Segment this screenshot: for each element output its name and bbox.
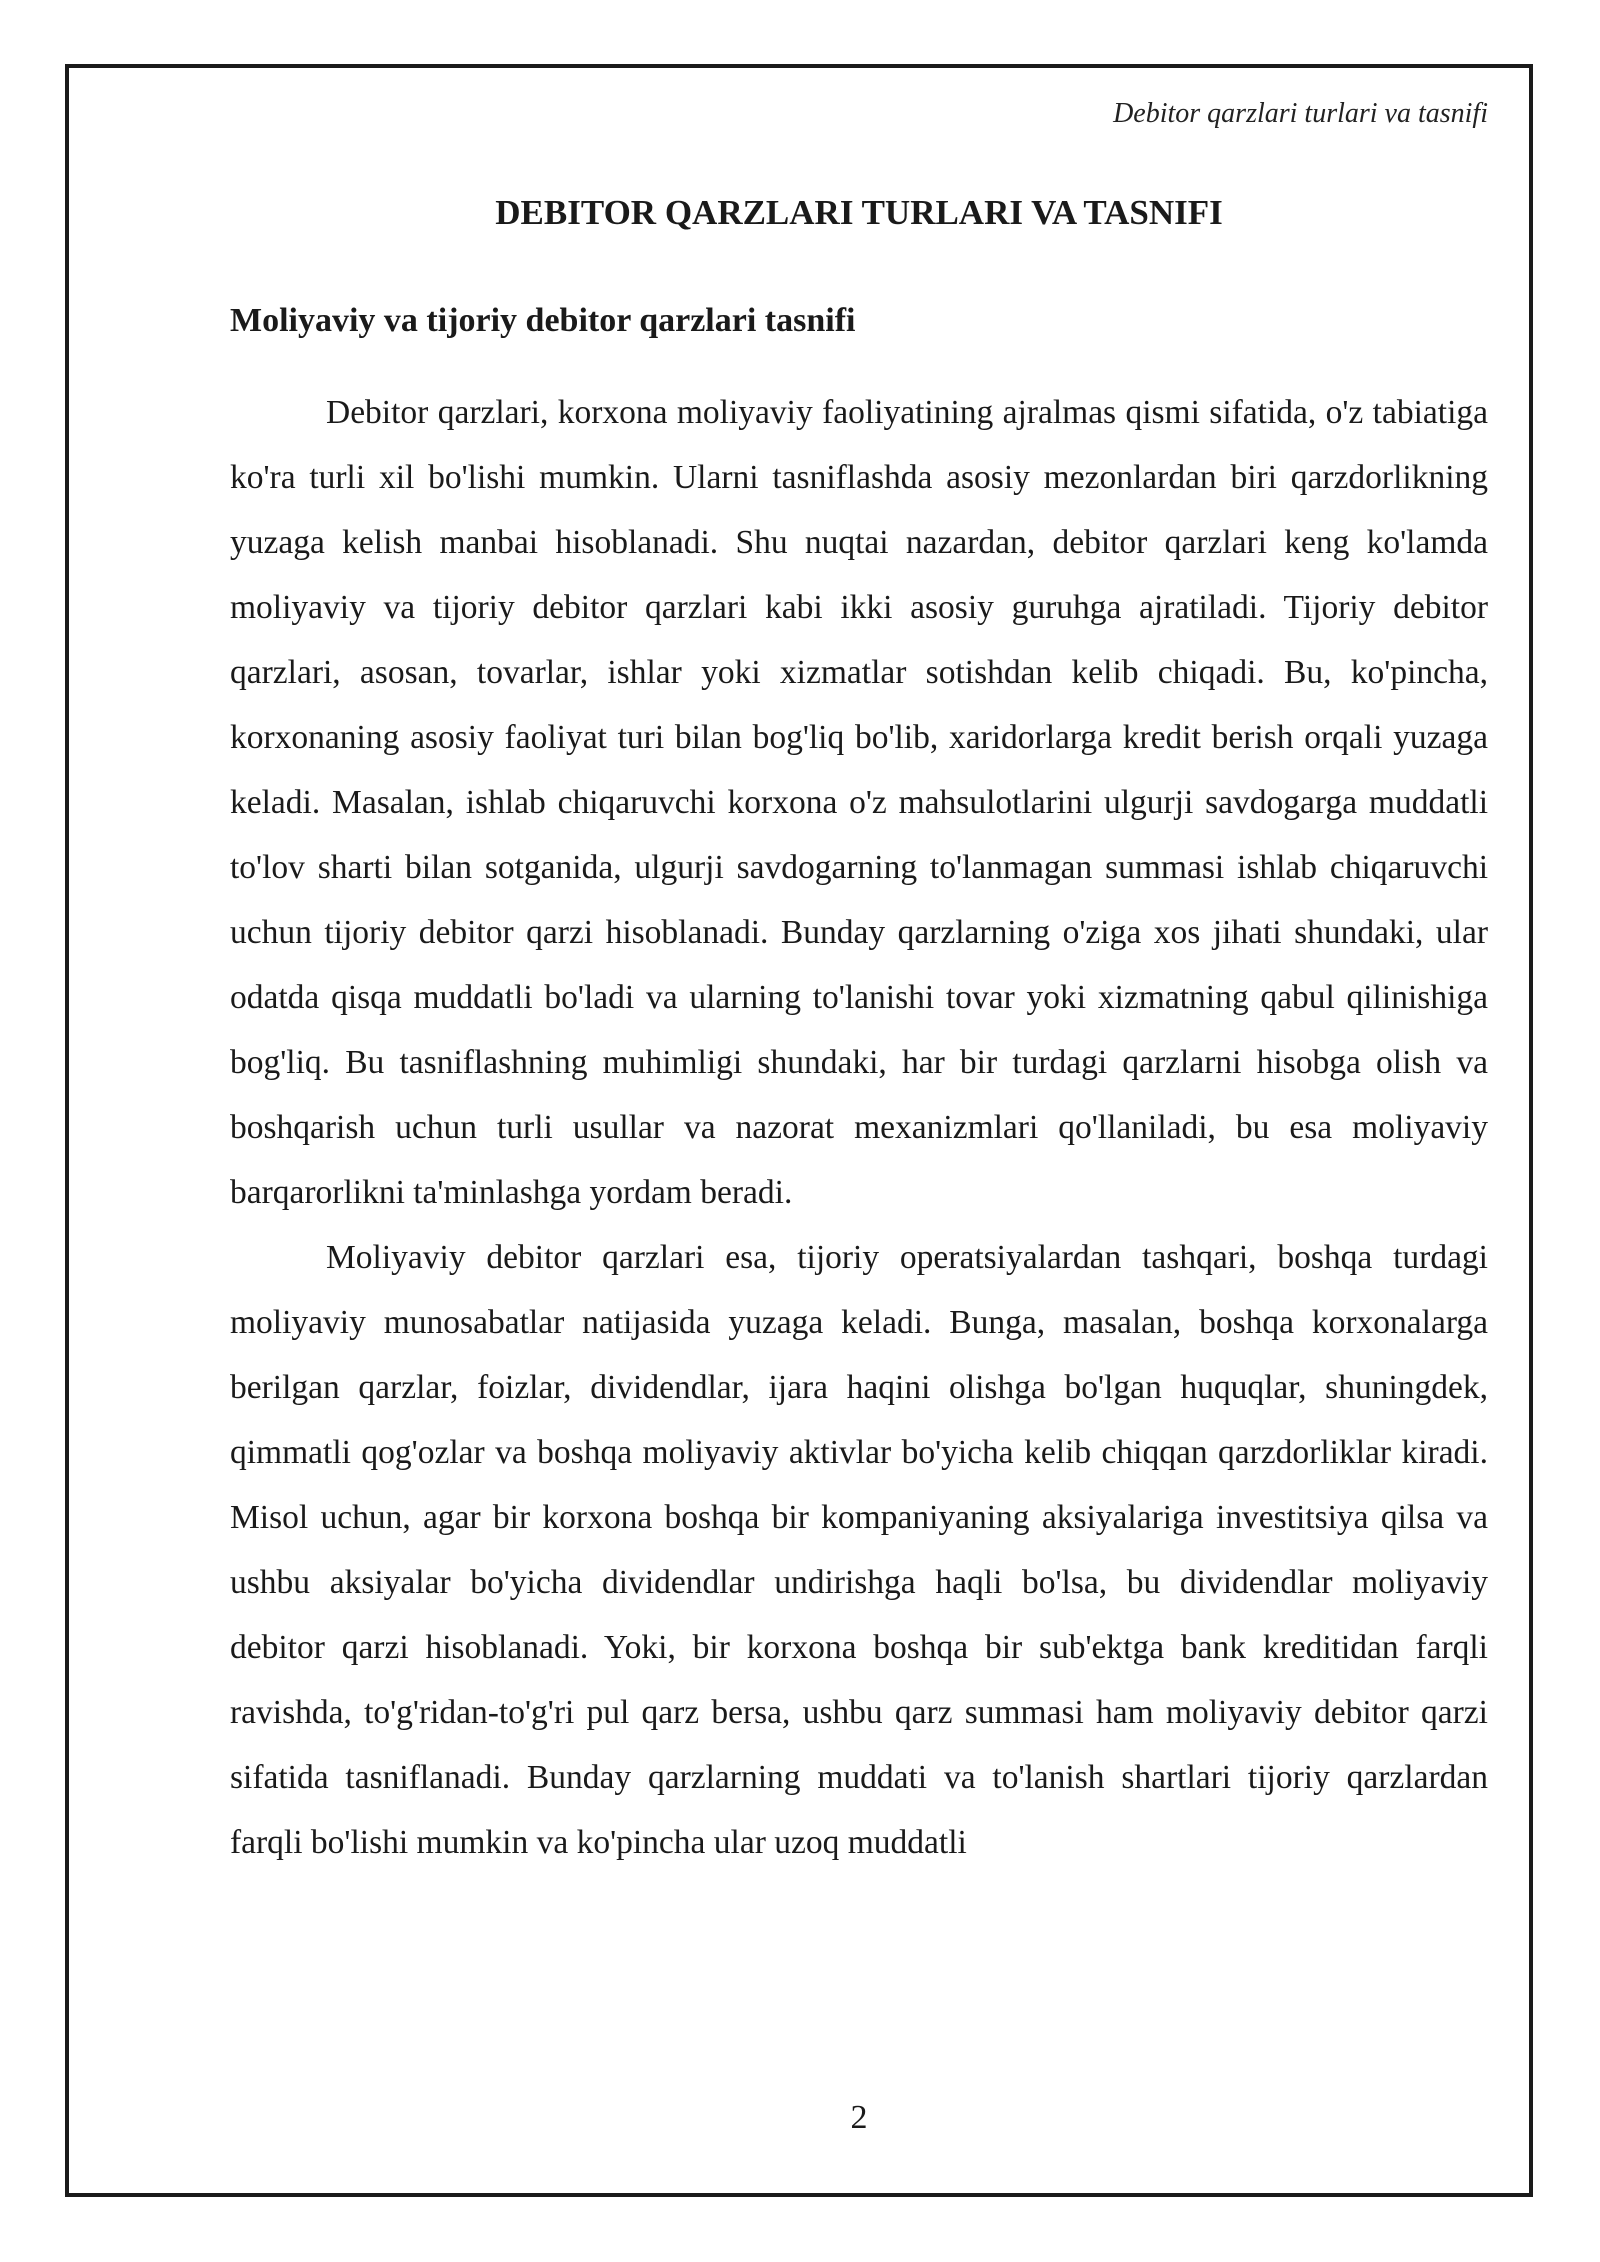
page-number: 2 — [850, 2099, 868, 2136]
paragraph: Debitor qarzlari, korxona moliyaviy faoliyatining ajralmas qismi sifatida, o'z tabiatiga ko'ra turli xil bo'lishi mumkin. Ularni tasniflashda asosiy mezonlardan biri qarzdorlikning yuzaga kelish manbai hisoblanadi. Shu nuqtai nazardan, debitor qarzlari keng ko'lamda moliyaviy va tijoriy debitor qarzlari kabi ikki asosiy guruhga ajratiladi. Tijoriy debitor qarzlari, asosan, tovarlar, ishlar yoki xizmatlar sotishdan kelib chiqadi. Bu, ko'pincha, korxonaning asosiy faoliyat turi bilan bog'liq bo'lib, xaridorlarga kredit berish orqali yuzaga keladi. Masalan, ishlab chiqaruvchi korxona o'z mahsulotlarini ulgurji savdogarga muddatli to'lov sharti bilan sotganida, ulgurji savdogarning to'lanmagan summasi ishlab chiqaruvchi uchun tijoriy debitor qarzi hisoblanadi. Bunday qarzlarning o'ziga xos jihati shundaki, ular odatda qisqa muddatli bo'ladi va ularning to'lanishi tovar yoki xizmatning qabul qilinishiga bog'liq. Bu tasniflashning muhimligi shundaki, har bir turdagi qarzlarni hisobga olish va boshqarish uchun turli usullar va nazorat mexanizmlari qo'llaniladi, bu esa moliyaviy barqarorlikni ta'minlashga yordam beradi. — [230, 394, 1488, 1211]
paragraph: Moliyaviy debitor qarzlari esa, tijoriy operatsiyalardan tashqari, boshqa turdagi moliyaviy munosabatlar natijasida yuzaga keladi. Bunga, masalan, boshqa korxonalarga berilgan qarzlar, foizlar, dividendlar, ijara haqini olishga bo'lgan huquqlar, shuningdek, qimmatli qog'ozlar va boshqa moliyaviy aktivlar bo'yicha kelib chiqqan qarzdorliklar kiradi. Misol uchun, agar bir korxona boshqa bir kompaniyaning aksiyalariga investitsiya qilsa va ushbu aksiyalar bo'yicha dividendlar undirishga haqli bo'lsa, bu dividendlar moliyaviy debitor qarzi hisoblanadi. Yoki, bir korxona boshqa bir sub'ektga bank kreditidan farqli ravishda, to'g'ridan-to'g'ri pul qarz bersa, ushbu qarz summasi ham moliyaviy debitor qarzi sifatida tasniflanadi. Bunday qarzlarning muddati va to'lanish shartlari tijoriy qarzlardan farqli bo'lishi mumkin va ko'pincha ular uzoq muddatli — [230, 1239, 1488, 1861]
running-header: Debitor qarzlari turlari va tasnifi — [1113, 98, 1488, 129]
section-heading: Moliyaviy va tijoriy debitor qarzlari tasnifi — [230, 302, 856, 339]
body-text — [230, 380, 1488, 1875]
document-title: DEBITOR QARZLARI TURLARI VA TASNIFI — [495, 193, 1223, 232]
